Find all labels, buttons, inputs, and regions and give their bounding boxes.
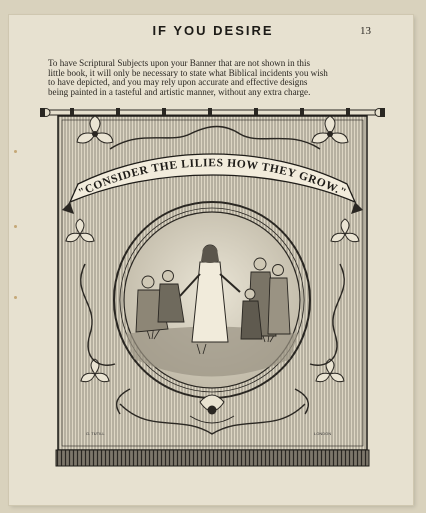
margin-speck	[14, 225, 17, 228]
intro-line: to have depicted, and you may rely upon accurate and effective designs	[48, 77, 308, 88]
banner-motto: "CONSIDER THE LILIES HOW THEY GROW."	[76, 157, 349, 200]
intro-line: little book, it will only be necessary to state what Biblical incidents you wish	[48, 67, 328, 78]
engraver-credit-right: LONDON	[314, 431, 332, 436]
page-number: 13	[360, 25, 371, 37]
page-heading: IF YOU DESIRE	[152, 23, 274, 38]
medallion	[114, 202, 310, 398]
intro-line: being painted in a tasteful and artistic manner, without any extra charge.	[48, 86, 311, 97]
margin-speck	[14, 150, 17, 153]
intro-paragraph	[48, 59, 376, 97]
banner-illustration	[40, 104, 385, 472]
engraver-credit-left: G. TUTILL	[86, 431, 105, 436]
banner-fringe	[56, 450, 369, 466]
intro-line: To have Scriptural Subjects upon your Banner that are not shown in this	[48, 58, 311, 68]
margin-speck	[14, 296, 17, 299]
